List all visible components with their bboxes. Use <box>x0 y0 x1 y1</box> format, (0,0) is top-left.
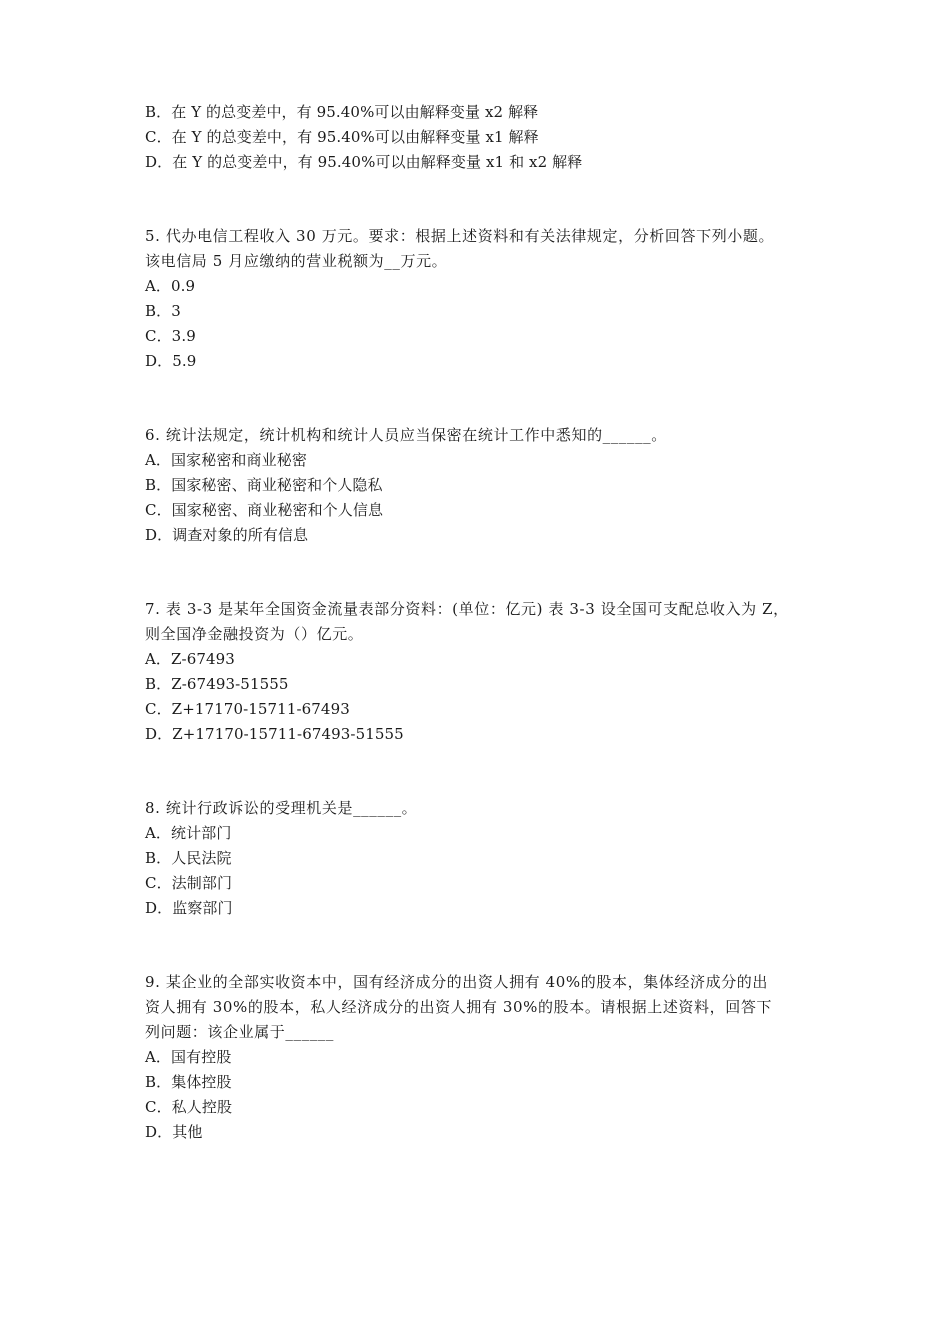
option-b: B．国家秘密、商业秘密和个人隐私 <box>145 476 383 494</box>
option-b: B．集体控股 <box>145 1073 232 1091</box>
document-page <box>145 100 815 1145</box>
option-c: C．在 Y 的总变差中，有 95.40%可以由解释变量 x1 解释 <box>145 128 539 146</box>
option-d: D．5.9 <box>145 352 197 370</box>
option-a: A．0.9 <box>145 277 196 295</box>
question-6-stem <box>145 423 815 448</box>
question-stem-line: 5. 代办电信工程收入 30 万元。要求：根据上述资料和有关法律规定，分析回答下列小题。 <box>145 227 775 245</box>
question-stem-line: 列问题：该企业属于______ <box>145 1023 335 1041</box>
option-d: D．监察部门 <box>145 899 233 917</box>
question-9-stem <box>145 970 815 1045</box>
option-c: C．3.9 <box>145 327 196 345</box>
question-9 <box>145 970 815 1145</box>
question-8-stem <box>145 796 815 821</box>
question-stem-line: 则全国净金融投资为（）亿元。 <box>145 625 364 643</box>
option-c: C．Z+17170-15711-67493 <box>145 700 350 718</box>
question-8 <box>145 796 815 921</box>
option-c: C．国家秘密、商业秘密和个人信息 <box>145 501 384 519</box>
question-5 <box>145 224 815 374</box>
option-b: B．Z-67493-51555 <box>145 675 289 693</box>
question-stem-line: 6. 统计法规定，统计机构和统计人员应当保密在统计工作中悉知的______。 <box>145 426 667 444</box>
question-stem-line: 9. 某企业的全部实收资本中，国有经济成分的出资人拥有 40%的股本，集体经济成分的出 <box>145 973 768 991</box>
question-stem-line: 8. 统计行政诉讼的受理机关是______。 <box>145 799 418 817</box>
option-b: B．人民法院 <box>145 849 232 867</box>
option-b: B．在 Y 的总变差中，有 95.40%可以由解释变量 x2 解释 <box>145 103 539 121</box>
option-a: A．国有控股 <box>145 1048 232 1066</box>
option-d: D．其他 <box>145 1123 203 1141</box>
option-a: A．Z-67493 <box>145 650 235 668</box>
option-a: A．国家秘密和商业秘密 <box>145 451 307 469</box>
option-a: A．统计部门 <box>145 824 232 842</box>
question-stem-line: 7. 表 3-3 是某年全国资金流量表部分资料：(单位：亿元) 表 3-3 设全国可支配总收入为 Z， <box>145 600 789 618</box>
question-7-stem <box>145 597 815 647</box>
option-c: C．法制部门 <box>145 874 233 892</box>
question-5-stem <box>145 224 815 274</box>
question-stem-line: 该电信局 5 月应缴纳的营业税额为__万元。 <box>145 252 448 270</box>
question-7 <box>145 597 815 747</box>
question-6 <box>145 423 815 548</box>
option-d: D．调查对象的所有信息 <box>145 526 309 544</box>
question-stem-line: 资人拥有 30%的股本，私人经济成分的出资人拥有 30%的股本。请根据上述资料，回答下 <box>145 998 773 1016</box>
option-d: D．Z+17170-15711-67493-51555 <box>145 725 404 743</box>
question-4-options <box>145 100 815 175</box>
option-c: C．私人控股 <box>145 1098 233 1116</box>
option-d: D．在 Y 的总变差中，有 95.40%可以由解释变量 x1 和 x2 解释 <box>145 153 583 171</box>
option-b: B．3 <box>145 302 181 320</box>
